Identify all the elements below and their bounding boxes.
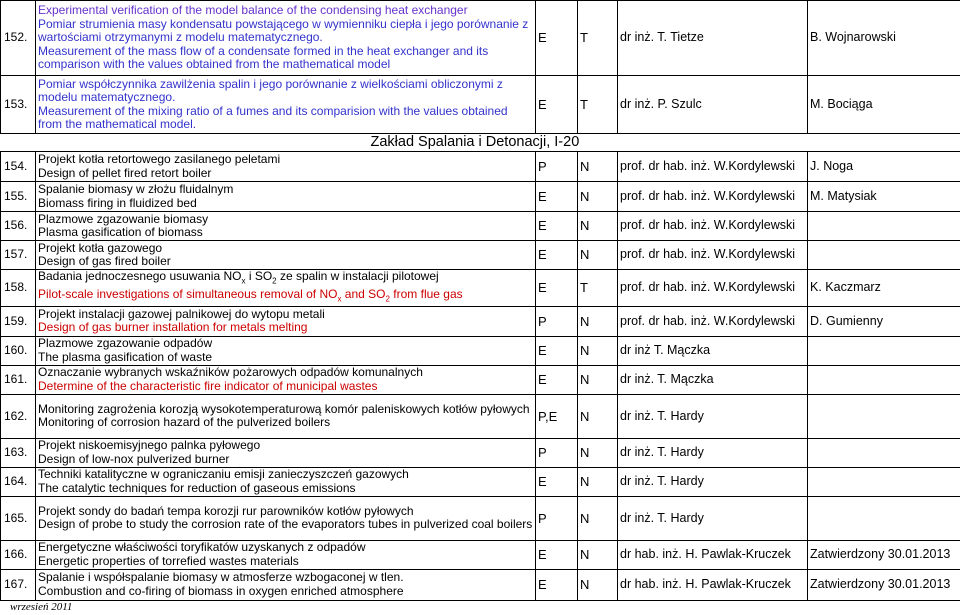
topic-polish: Pomiar strumienia masy kondensatu powstającego w wymienniku ciepła i jego porównanie z wartościami otrzymanymi z modelu matematycznego.: [38, 16, 529, 45]
type-cell: N: [578, 496, 618, 540]
table-row: [1, 1, 960, 76]
topic-polish: Energetyczne właściwości toryfikatów uzyskanych z odpadów: [38, 540, 366, 555]
type-cell: N: [578, 540, 618, 569]
type-cell: N: [578, 306, 618, 336]
type-cell: N: [578, 241, 618, 270]
topic-english: Measurement of the mixing ratio of a fumes and its comparision with the values obtained from the mathematical model.: [38, 103, 508, 131]
topic-english: Plasma gasification of biomass: [38, 225, 203, 239]
topic-english: The plasma gasification of waste: [38, 349, 213, 364]
topic-polish: Pomiar współczynnika zawilżenia spalin i jego porównanie z wielkościami obliczonymi z modelu matematycznego.: [38, 76, 503, 104]
topic-cell: [36, 1, 536, 76]
language-cell: E: [536, 212, 578, 241]
supervisor-cell: dr hab. inż. H. Pawlak-Kruczek: [618, 540, 808, 569]
row-number: 164.: [1, 467, 36, 496]
topic-english: Pilot-scale investigations of simultaneous removal of $NO_x$ and $SO_2$ from flue gas: [38, 286, 463, 304]
language-cell: E: [536, 365, 578, 394]
footer-date: wrzesień 2011: [10, 601, 73, 613]
topic-polish: Spalanie biomasy w złożu fluidalnym: [38, 182, 234, 196]
language-cell: E: [536, 241, 578, 270]
student-cell: Zatwierdzony 30.01.2013: [808, 569, 960, 600]
language-cell: P,E: [536, 394, 578, 438]
topic-cell: [36, 152, 536, 182]
topic-cell: [36, 540, 536, 569]
table-row: [1, 306, 960, 336]
table-row: [1, 438, 960, 467]
supervisor-cell: dr inż T. Mączka: [618, 336, 808, 365]
topic-polish: Projekt niskoemisyjnego palnka pyłowego: [38, 438, 261, 453]
topic-polish: Projekt sondy do badań tempa korozji rur parowników kotłów pyłowych: [38, 503, 414, 518]
table-row: [1, 394, 960, 438]
topic-cell: [36, 569, 536, 600]
table-row: [1, 182, 960, 212]
supervisor-cell: dr inż. T. Hardy: [618, 467, 808, 496]
topic-english: Determine of the characteristic fire indicator of municipal wastes: [38, 378, 378, 393]
type-cell: T: [578, 270, 618, 307]
language-cell: E: [536, 569, 578, 600]
topic-cell: [36, 212, 536, 241]
row-number: 157.: [1, 241, 36, 270]
type-cell: N: [578, 212, 618, 241]
table-row: [1, 540, 960, 569]
language-cell: P: [536, 496, 578, 540]
table-row: [1, 152, 960, 182]
row-number: 163.: [1, 438, 36, 467]
supervisor-cell: prof. dr hab. inż. W.Kordylewski: [618, 152, 808, 182]
topic-cell: [36, 182, 536, 212]
topic-english: Design of gas burner installation for metals melting: [38, 320, 308, 335]
topic-cell: [36, 270, 536, 307]
department-title: Zakład Spalania i Detonacji, I-20: [370, 133, 580, 150]
table-row: [1, 336, 960, 365]
topic-polish: Badania jednoczesnego usuwania $NO_x$ i $SO_2$ ze spalin w instalacji pilotowej: [38, 269, 439, 286]
supervisor-cell: dr inż. P. Szulc: [618, 76, 808, 134]
language-cell: E: [536, 76, 578, 134]
supervisor-cell: dr inż. T. Tietze: [618, 1, 808, 76]
type-cell: N: [578, 152, 618, 182]
topic-english: Design of gas fired boiler: [38, 254, 171, 268]
topic-english: Design of pellet fired retort boiler: [38, 165, 212, 180]
topic-cell: [36, 365, 536, 394]
language-cell: P: [536, 438, 578, 467]
table-row: [1, 496, 960, 540]
row-number: 166.: [1, 540, 36, 569]
student-cell: [808, 438, 960, 467]
topic-polish: Plazmowe zgazowanie biomasy: [38, 211, 209, 226]
supervisor-cell: dr inż. T. Hardy: [618, 496, 808, 540]
topic-cell: [36, 467, 536, 496]
student-cell: J. Noga: [808, 152, 960, 182]
student-cell: M. Bociąga: [808, 76, 960, 134]
language-cell: E: [536, 336, 578, 365]
language-cell: E: [536, 467, 578, 496]
row-number: 160.: [1, 336, 36, 365]
topic-polish: Projekt kotła retortowego zasilanego peletami: [38, 152, 281, 166]
topic-english: Measurement of the mass flow of a condensate formed in the heat exchanger and its comparison with the values obtained from the mathematical model: [38, 43, 489, 72]
topic-english: Biomass firing in fluidized bed: [38, 195, 197, 210]
topic-polish: Projekt instalacji gazowej palnikowej do wytopu metali: [38, 306, 325, 321]
topic-english: Design of probe to study the corrosion rate of the evaporators tubes in pulverized coal boilers: [38, 517, 533, 532]
supervisor-cell: prof. dr hab. inż. W.Kordylewski: [618, 182, 808, 212]
student-cell: D. Gumienny: [808, 306, 960, 336]
supervisor-cell: dr inż. T. Hardy: [618, 394, 808, 438]
table-row: [1, 569, 960, 600]
topic-polish: Plazmowe zgazowanie odpadów: [38, 336, 213, 351]
language-cell: P: [536, 152, 578, 182]
student-cell: Zatwierdzony 30.01.2013: [808, 540, 960, 569]
row-number: 162.: [1, 394, 36, 438]
student-cell: K. Kaczmarz: [808, 270, 960, 307]
student-cell: [808, 496, 960, 540]
table-row: [1, 270, 960, 307]
row-number: 158.: [1, 270, 36, 307]
topic-cell: [36, 438, 536, 467]
type-cell: N: [578, 336, 618, 365]
supervisor-cell: dr hab. inż. H. Pawlak-Kruczek: [618, 569, 808, 600]
student-cell: [808, 212, 960, 241]
supervisor-cell: dr inż. T. Mączka: [618, 365, 808, 394]
topic-polish: Oznaczanie wybranych wskaźników pożarowych odpadów komunalnych: [38, 365, 423, 380]
topic-cell: [36, 496, 536, 540]
student-cell: [808, 467, 960, 496]
row-number: 156.: [1, 212, 36, 241]
topic-english: Design of low-nox pulverized burner: [38, 451, 230, 466]
type-cell: N: [578, 467, 618, 496]
topic-cell: [36, 241, 536, 270]
language-cell: E: [536, 540, 578, 569]
topic-english-top: Experimental verification of the model balance of the condensing heat exchanger: [38, 3, 468, 18]
topic-cell: [36, 394, 536, 438]
student-cell: [808, 394, 960, 438]
student-cell: B. Wojnarowski: [808, 1, 960, 76]
type-cell: N: [578, 182, 618, 212]
supervisor-cell: prof. dr hab. inż. W.Kordylewski: [618, 212, 808, 241]
supervisor-cell: dr inż. T. Hardy: [618, 438, 808, 467]
topic-english: The catalytic techniques for reduction of gaseous emissions: [38, 480, 356, 495]
supervisor-cell: prof. dr hab. inż. W.Kordylewski: [618, 306, 808, 336]
topic-english: Energetic properties of torrefied wastes materials: [38, 553, 299, 568]
row-number: 165.: [1, 496, 36, 540]
topic-polish: Projekt kotła gazowego: [38, 240, 163, 255]
row-number: 152.: [1, 1, 36, 76]
table-row: [1, 76, 960, 134]
topic-polish: Techniki katalityczne w ograniczaniu emisji zanieczyszczeń gazowych: [38, 467, 409, 482]
topic-cell: [36, 76, 536, 134]
topic-cell: [36, 336, 536, 365]
type-cell: T: [578, 1, 618, 76]
row-number: 167.: [1, 569, 36, 600]
table-row: [1, 212, 960, 241]
language-cell: E: [536, 270, 578, 307]
topic-polish: Spalanie i współspalanie biomasy w atmosferze wzbogaconej w tlen.: [38, 570, 404, 585]
supervisor-cell: prof. dr hab. inż. W.Kordylewski: [618, 270, 808, 307]
table-row: [1, 241, 960, 270]
supervisor-cell: prof. dr hab. inż. W.Kordylewski: [618, 241, 808, 270]
topic-english: Combustion and co-firing of biomass in oxygen enriched atmosphere: [38, 583, 404, 598]
department-header-row: [1, 134, 960, 152]
type-cell: N: [578, 438, 618, 467]
student-cell: [808, 241, 960, 270]
type-cell: N: [578, 569, 618, 600]
row-number: 154.: [1, 152, 36, 182]
language-cell: E: [536, 182, 578, 212]
row-number: 161.: [1, 365, 36, 394]
table-row: [1, 365, 960, 394]
type-cell: N: [578, 365, 618, 394]
type-cell: T: [578, 76, 618, 134]
student-cell: [808, 365, 960, 394]
student-cell: M. Matysiak: [808, 182, 960, 212]
table-row: [1, 467, 960, 496]
language-cell: E: [536, 1, 578, 76]
type-cell: N: [578, 394, 618, 438]
topic-english: Monitoring of corrosion hazard of the pulverized boilers: [38, 415, 331, 430]
row-number: 159.: [1, 306, 36, 336]
topic-polish: Monitoring zagrożenia korozją wysokotemperaturową komór paleniskowych kotłów pyłowych: [38, 401, 530, 416]
row-number: 153.: [1, 76, 36, 134]
student-cell: [808, 336, 960, 365]
language-cell: P: [536, 306, 578, 336]
row-number: 155.: [1, 182, 36, 212]
topic-cell: [36, 306, 536, 336]
